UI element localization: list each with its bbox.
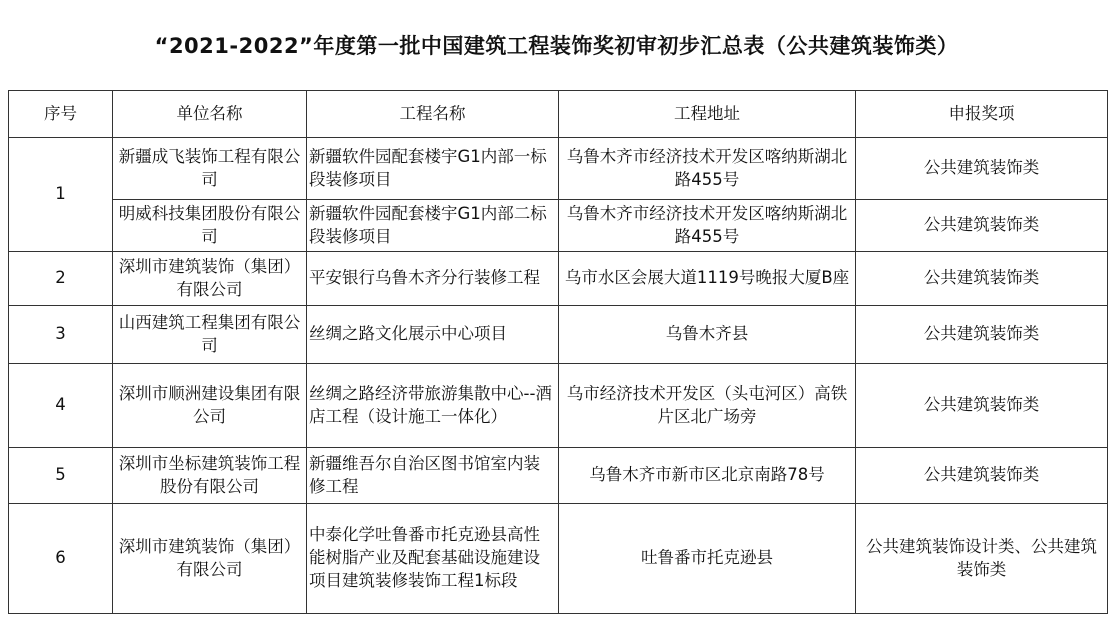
cell-award: 公共建筑装饰类: [856, 448, 1108, 504]
header-unit: 单位名称: [113, 91, 307, 138]
cell-seq: 1: [9, 138, 113, 252]
cell-project: 丝绸之路文化展示中心项目: [307, 306, 559, 364]
table-row: [9, 364, 1108, 448]
cell-project: 新疆维吾尔自治区图书馆室内装修工程: [307, 448, 559, 504]
table-row: [9, 504, 1108, 614]
table-header-row: [9, 91, 1108, 138]
page-title: “2021-2022”年度第一批中国建筑工程装饰奖初审初步汇总表（公共建筑装饰类）: [154, 34, 959, 58]
table-row: [9, 138, 1108, 200]
summary-table: [8, 90, 1108, 614]
cell-unit: 深圳市建筑装饰（集团）有限公司: [113, 252, 307, 306]
cell-award: 公共建筑装饰类: [856, 364, 1108, 448]
cell-seq: 5: [9, 448, 113, 504]
cell-address: 乌鲁木齐县: [559, 306, 856, 364]
cell-unit: 深圳市坐标建筑装饰工程股份有限公司: [113, 448, 307, 504]
cell-project: 平安银行乌鲁木齐分行装修工程: [307, 252, 559, 306]
cell-address: 乌市经济技术开发区（头屯河区）高铁片区北广场旁: [559, 364, 856, 448]
cell-unit: 山西建筑工程集团有限公司: [113, 306, 307, 364]
table-row: [9, 306, 1108, 364]
cell-address: 乌市水区会展大道1119号晚报大厦B座: [559, 252, 856, 306]
cell-address: 乌鲁木齐市经济技术开发区喀纳斯湖北路455号: [559, 138, 856, 200]
header-project: 工程名称: [307, 91, 559, 138]
cell-unit: 新疆成飞装饰工程有限公司: [113, 138, 307, 200]
cell-unit: 深圳市建筑装饰（集团）有限公司: [113, 504, 307, 614]
cell-award: 公共建筑装饰类: [856, 200, 1108, 252]
table-row: [9, 252, 1108, 306]
cell-award: 公共建筑装饰类: [856, 138, 1108, 200]
cell-seq: 3: [9, 306, 113, 364]
cell-address: 吐鲁番市托克逊县: [559, 504, 856, 614]
cell-unit: 深圳市顺洲建设集团有限公司: [113, 364, 307, 448]
cell-address: 乌鲁木齐市新市区北京南路78号: [559, 448, 856, 504]
cell-project: 新疆软件园配套楼宇G1内部二标段装修项目: [307, 200, 559, 252]
table-row: [9, 448, 1108, 504]
cell-award: 公共建筑装饰类: [856, 306, 1108, 364]
cell-seq: 2: [9, 252, 113, 306]
cell-unit: 明威科技集团股份有限公司: [113, 200, 307, 252]
cell-award: 公共建筑装饰类: [856, 252, 1108, 306]
cell-project: 新疆软件园配套楼宇G1内部一标段装修项目: [307, 138, 559, 200]
header-seq: 序号: [9, 91, 113, 138]
cell-award: 公共建筑装饰设计类、公共建筑装饰类: [856, 504, 1108, 614]
cell-project: 丝绸之路经济带旅游集散中心--酒店工程（设计施工一体化）: [307, 364, 559, 448]
cell-project: 中泰化学吐鲁番市托克逊县高性能树脂产业及配套基础设施建设项目建筑装修装饰工程1标段: [307, 504, 559, 614]
header-award: 申报奖项: [856, 91, 1108, 138]
cell-seq: 6: [9, 504, 113, 614]
header-address: 工程地址: [559, 91, 856, 138]
cell-seq: 4: [9, 364, 113, 448]
table-row: [9, 200, 1108, 252]
cell-address: 乌鲁木齐市经济技术开发区喀纳斯湖北路455号: [559, 200, 856, 252]
